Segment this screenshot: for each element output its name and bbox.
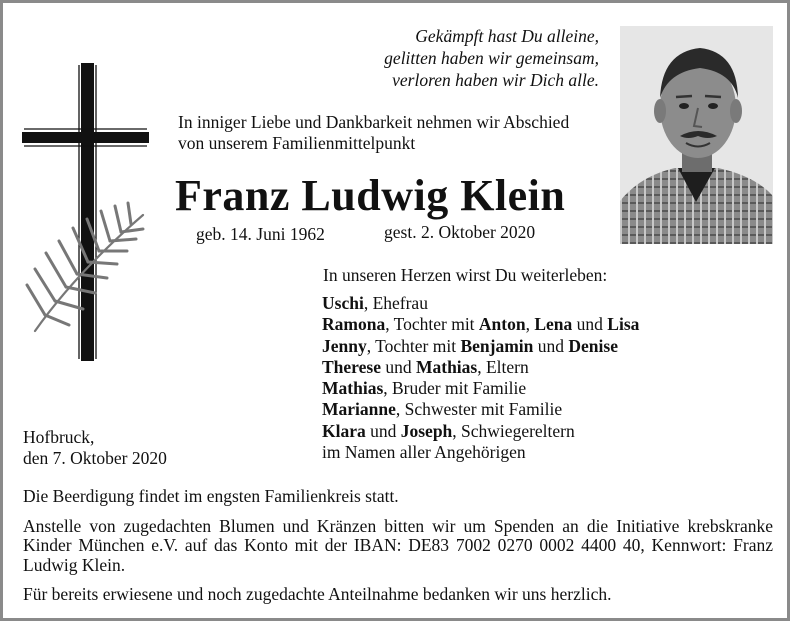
death-date: gest. 2. Oktober 2020 <box>384 222 536 242</box>
mourner-text: , Ehefrau <box>363 293 428 313</box>
deceased-name: Franz Ludwig Klein <box>175 171 566 220</box>
notice-date: den 7. Oktober 2020 <box>23 448 167 468</box>
mourner-name: Denise <box>568 335 618 356</box>
mourner-name: Uschi <box>322 293 364 313</box>
funeral-note: Die Beerdigung findet im engsten Familienkreis statt. <box>23 486 399 506</box>
mourner-text: , <box>525 314 535 335</box>
mourner-name: Marianne <box>322 399 396 420</box>
mourner-text: , Bruder mit Familie <box>383 378 527 399</box>
mourner-name: Mathias <box>415 356 478 377</box>
poem <box>384 25 599 91</box>
mourners-list <box>322 293 639 463</box>
intro-line: In inniger Liebe und Dankbarkeit nehmen wir Abschied <box>178 112 570 132</box>
mourner-text: , Schwester mit Familie <box>395 399 563 420</box>
place: Hofbruck, <box>23 427 95 447</box>
mourner-name: Mathias <box>322 378 384 399</box>
mourner-line <box>322 421 639 442</box>
poem-line: gelitten haben wir gemeinsam, <box>384 48 599 68</box>
mourner-text: , Tochter mit <box>385 314 479 335</box>
mourner-line <box>322 378 639 399</box>
mourner-name: Anton <box>478 314 526 335</box>
intro-line: von unserem Familienmittelpunkt <box>178 133 416 153</box>
mourner-text: , Schwiegereltern <box>452 420 575 441</box>
mourner-name: Therese <box>322 356 381 377</box>
mourner-text: und <box>533 335 569 356</box>
mourners-intro: In unseren Herzen wirst Du weiterleben: <box>323 265 608 285</box>
poem-line: Gekämpft hast Du alleine, <box>415 26 599 46</box>
mourner-text: im Namen aller Angehörigen <box>322 442 526 463</box>
mourner-name: Lena <box>534 314 573 335</box>
donation-note: Anstelle von zugedachten Blumen und Kränzen bitten wir um Spenden an die Initiative krebskranke Kinder München e.V. auf das Konto mit der IBAN: DE83 7002 0270 0002 4400 40, Kennwort: Franz Ludwig Klein. <box>23 515 773 575</box>
mourner-text: und <box>380 356 416 377</box>
portrait-photo <box>620 26 773 244</box>
mourner-line <box>322 357 639 378</box>
mourner-name: Ramona <box>322 314 386 335</box>
intro-text <box>178 112 569 154</box>
mourner-name: Joseph <box>400 420 453 441</box>
mourner-name: Lisa <box>607 314 640 335</box>
mourner-name: Jenny <box>322 335 367 356</box>
thanks-note: Für bereits erwiesene und noch zugedachte Anteilnahme bedanken wir uns herzlich. <box>23 584 612 604</box>
place-and-date <box>23 427 167 469</box>
notes <box>23 487 773 605</box>
birth-date: geb. 14. Juni 1962 <box>196 224 325 244</box>
mourner-name: Klara <box>322 420 366 441</box>
poem-line: verloren haben wir Dich alle. <box>392 70 599 90</box>
mourner-line <box>322 314 639 335</box>
mourner-name: Benjamin <box>460 335 534 356</box>
mourner-text: und <box>365 420 401 441</box>
mourner-text: , Eltern <box>477 356 529 377</box>
mourner-line <box>322 336 639 357</box>
mourner-line <box>322 399 639 420</box>
mourner-text: , Tochter mit <box>366 335 461 356</box>
mourner-line <box>322 442 639 463</box>
cross-icon <box>21 63 151 363</box>
mourner-line <box>322 293 639 314</box>
mourner-text: und <box>572 314 608 335</box>
